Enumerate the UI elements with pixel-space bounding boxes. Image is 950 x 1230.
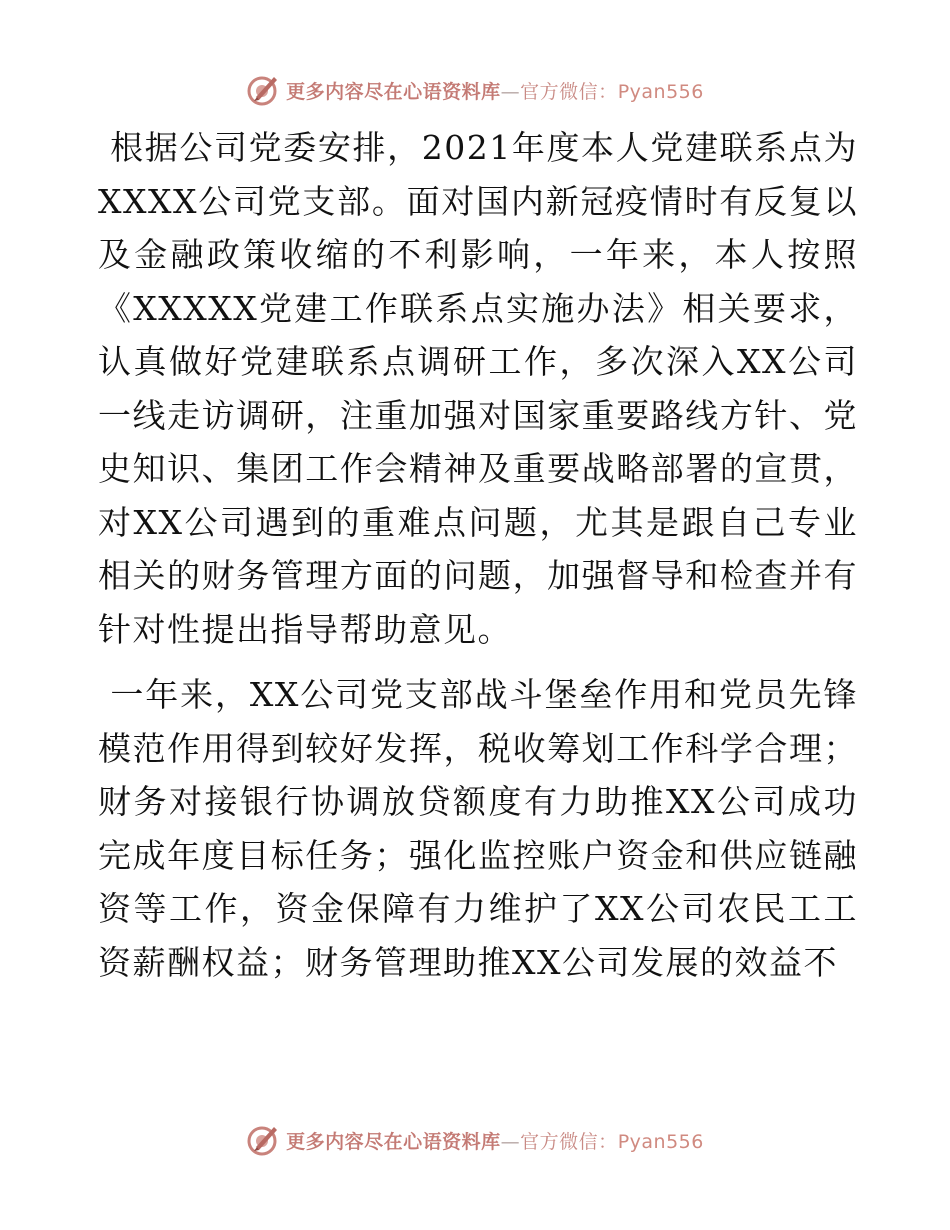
watermark-text xyxy=(286,1127,704,1154)
document-body xyxy=(98,121,858,989)
footer-watermark xyxy=(0,1120,950,1160)
body-paragraph-1: 根据公司党委安排，2021年度本人党建联系点为XXXX公司党支部。面对国内新冠疫情时有反复以及金融政策收缩的不利影响，一年来，本人按照《XXXXX党建工作联系点实施办法》相关要求，认真做好党建联系点调研工作，多次深入XX公司一线走访调研，注重加强对国家重要路线方针、党史知识、集团工作会精神及重要战略部署的宣贯，对XX公司遇到的重难点问题，尤其是跟自己专业相关的财务管理方面的问题，加强督导和检查并有针对性提出指导帮助意见。 xyxy=(98,128,858,649)
body-paragraph-2: 一年来，XX公司党支部战斗堡垒作用和党员先锋模范作用得到较好发挥，税收筹划工作科学合理；财务对接银行协调放贷额度有力助推XX公司成功完成年度目标任务；强化监控账户资金和供应链融资等工作，资金保障有力维护了XX公司农民工工资薪酬权益；财务管理助推XX公司发展的效益不 xyxy=(98,675,858,982)
quill-pen-logo-icon xyxy=(246,73,280,107)
watermark-wechat-id: Pyan556 xyxy=(617,1130,704,1153)
header-watermark xyxy=(0,70,950,110)
watermark-wechat-label: 官方微信： xyxy=(520,1130,618,1153)
watermark-wechat-label: 官方微信： xyxy=(520,80,618,103)
watermark-separator: — xyxy=(500,80,521,103)
watermark-text xyxy=(286,77,704,104)
watermark-main-text: 更多内容尽在心语资料库 xyxy=(286,80,501,103)
watermark-wechat-id: Pyan556 xyxy=(617,80,704,103)
watermark-separator: — xyxy=(500,1130,521,1153)
quill-pen-logo-icon xyxy=(246,1123,280,1157)
watermark-main-text: 更多内容尽在心语资料库 xyxy=(286,1130,501,1153)
